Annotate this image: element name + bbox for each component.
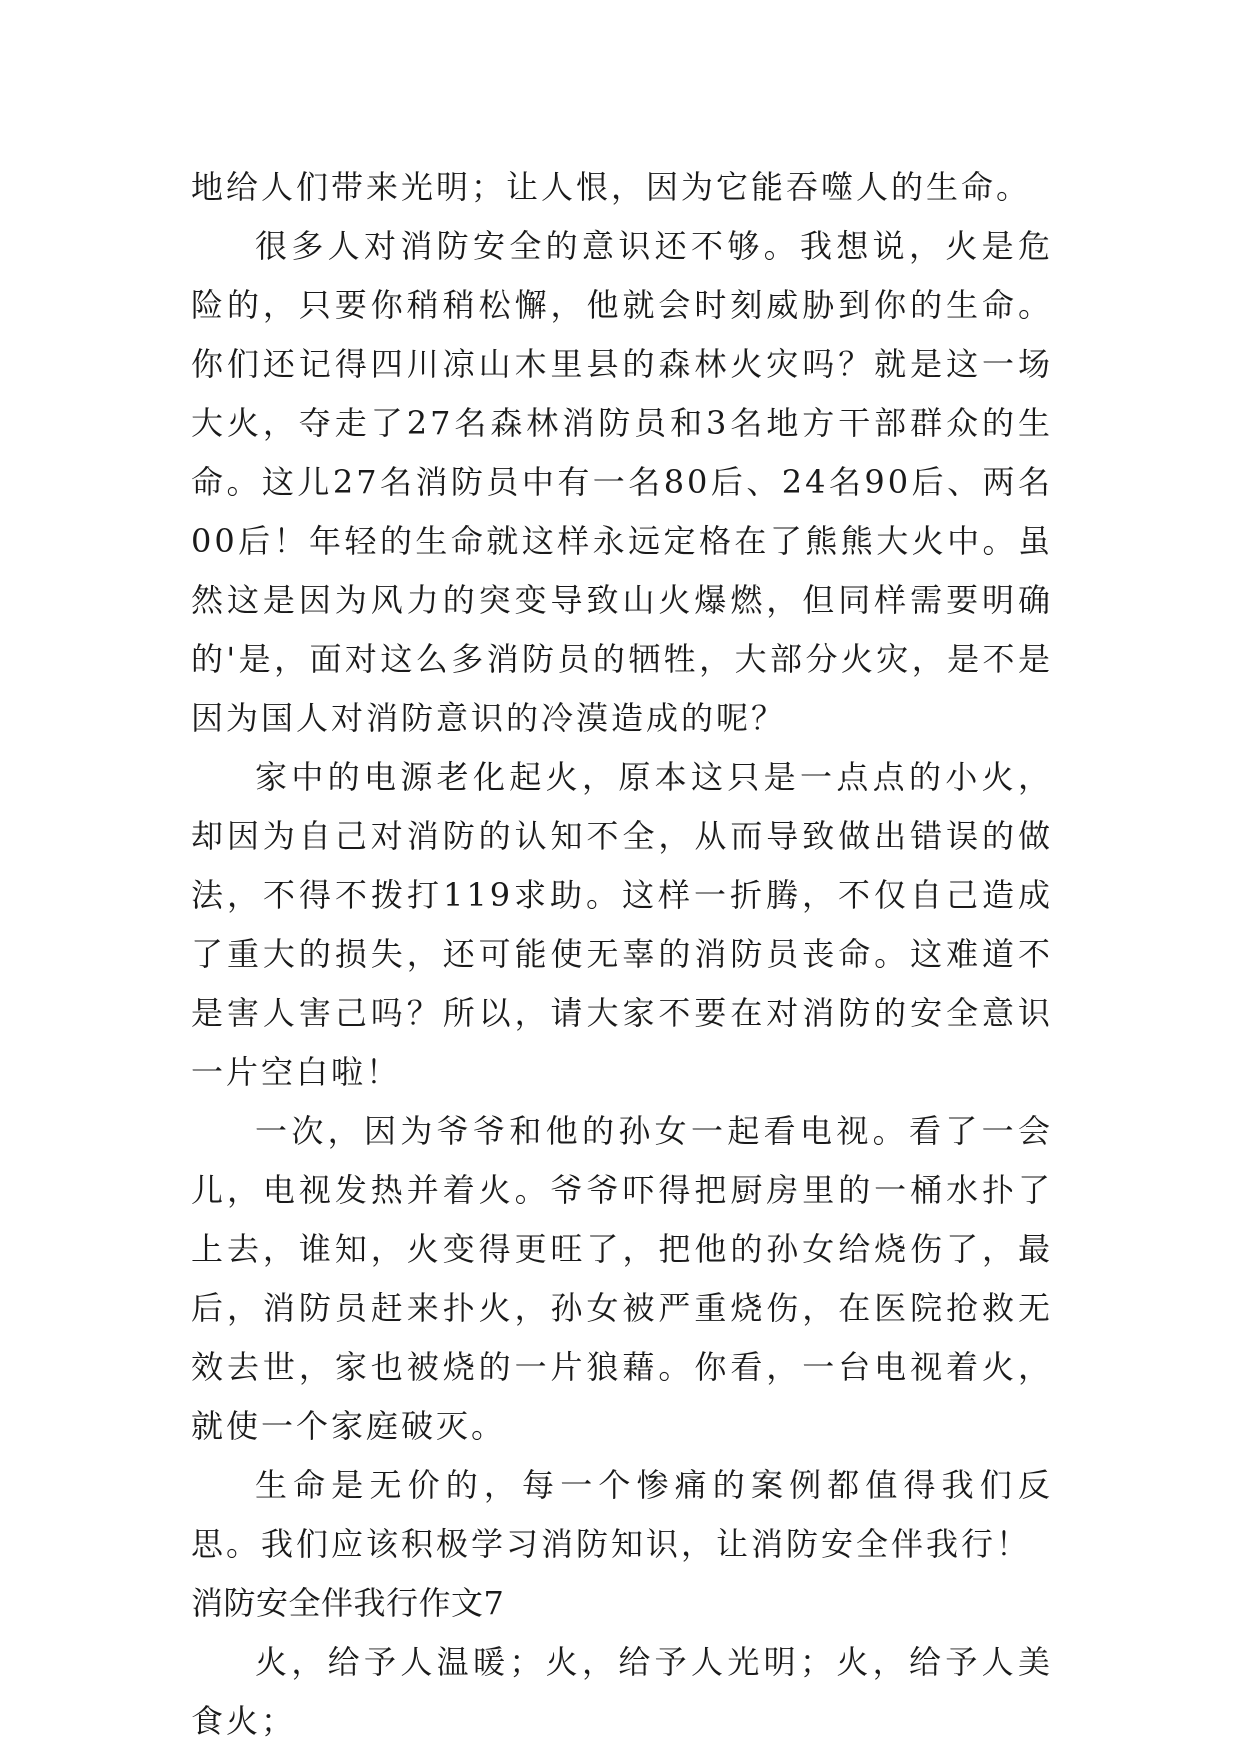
- paragraph-5: 生命是无价的，每一个惨痛的案例都值得我们反思。我们应该积极学习消防知识，让消防安全伴我行！: [191, 1466, 1053, 1563]
- paragraph-1: 地给人们带来光明；让人恨，因为它能吞噬人的生命。: [191, 168, 1032, 206]
- document-body: [191, 158, 1053, 1751]
- paragraph-6: 火，给予人温暖；火，给予人光明；火，给予人美食火；: [191, 1643, 1053, 1740]
- paragraph-3: 家中的电源老化起火，原本这只是一点点的小火，却因为自己对消防的认知不全，从而导致做出错误的做法，不得不拨打119求助。这样一折腾，不仅自己造成了重大的损失，还可能使无辜的消防员丧命。这难道不是害人害己吗？所以，请大家不要在对消防的安全意识一片空白啦！: [191, 758, 1053, 1091]
- paragraph-4: 一次，因为爷爷和他的孙女一起看电视。看了一会儿，电视发热并着火。爷爷吓得把厨房里的一桶水扑了上去，谁知，火变得更旺了，把他的孙女给烧伤了，最后，消防员赶来扑火，孙女被严重烧伤，在医院抢救无效去世，家也被烧的一片狼藉。你看，一台电视着火，就使一个家庭破灭。: [191, 1112, 1053, 1445]
- paragraph-2: 很多人对消防安全的意识还不够。我想说，火是危险的，只要你稍稍松懈，他就会时刻威胁到你的生命。你们还记得四川凉山木里县的森林火灾吗？就是这一场大火，夺走了27名森林消防员和3名地方干部群众的生命。这儿27名消防员中有一名80后、24名90后、两名00后！年轻的生命就这样永远定格在了熊熊大火中。虽然这是因为风力的突变导致山火爆燃，但同样需要明确的'是，面对这么多消防员的牺牲，大部分火灾，是不是因为国人对消防意识的冷漠造成的呢？: [191, 227, 1053, 737]
- section-title: 消防安全伴我行作文7: [191, 1584, 505, 1622]
